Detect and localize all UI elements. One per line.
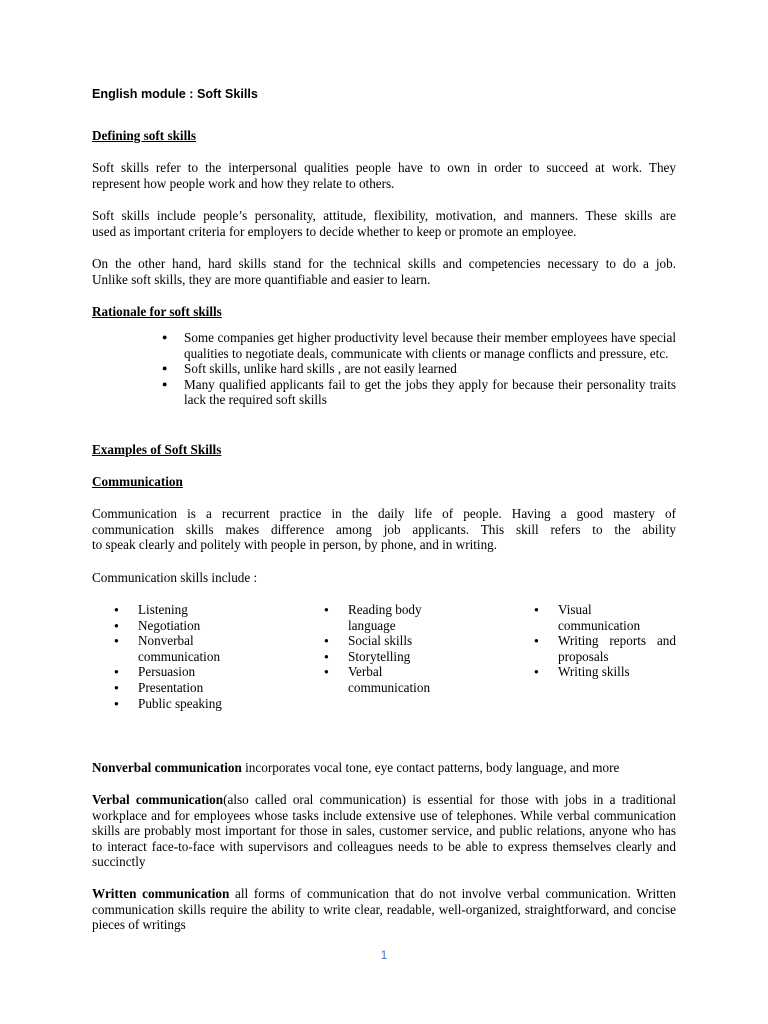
- list-item: ● Some companies get higher productivity level because their member employees have special qualities to negotiate deals, communicate with clients or manage conflicts and pressure, etc.: [92, 330, 676, 361]
- communication-include-label: Communication skills include :: [92, 570, 258, 585]
- heading-communication: Communication: [92, 474, 183, 489]
- list-item: ● Social skills: [324, 633, 444, 649]
- skills-column-1: [114, 602, 264, 711]
- paragraph-line: to speak clearly and politely with people in person, by phone, and in writing.: [92, 537, 498, 553]
- paragraph-line: Soft skills include people’s personality, attitude, flexibility, motivation, and manners. These skills are: [92, 208, 676, 223]
- heading-defining-soft-skills: Defining soft skills: [92, 128, 197, 143]
- list-item: ● Listening: [114, 602, 264, 618]
- paragraph-soft-skills-include: [92, 208, 676, 239]
- list-item: ● Presentation: [114, 680, 264, 696]
- document-title: English module : Soft Skills: [92, 87, 258, 101]
- heading-rationale: Rationale for soft skills: [92, 304, 222, 319]
- list-item: ● Persuasion: [114, 664, 264, 680]
- skills-column-3: [534, 602, 676, 680]
- paragraph-written: [92, 886, 676, 933]
- list-item: ● Writing skills: [534, 664, 676, 680]
- paragraph-line: Soft skills refer to the interpersonal qualities people have to own in order to succeed at work. They: [92, 160, 676, 175]
- list-item: ● Negotiation: [114, 618, 264, 634]
- list-item: ● Verbal communication: [324, 664, 438, 695]
- paragraph-definition: [92, 160, 676, 191]
- list-item: ● Nonverbal communication: [114, 633, 218, 664]
- term-nonverbal: Nonverbal communication: [92, 760, 242, 775]
- list-item: ● Visual communication: [534, 602, 652, 633]
- skills-column-2: [324, 602, 444, 696]
- rationale-bullet-list: [92, 330, 676, 408]
- paragraph-line: communication skills makes difference among job applicants. This skill refers to the ability: [92, 521, 676, 537]
- paragraph-line: Unlike soft skills, they are more quantifiable and easier to learn.: [92, 271, 431, 287]
- paragraph-line: represent how people work and how they relate to others.: [92, 175, 395, 191]
- page-number: 1: [380, 948, 388, 962]
- nonverbal-text: incorporates vocal tone, eye contact patterns, body language, and more: [241, 760, 620, 775]
- paragraph-verbal: [92, 792, 676, 870]
- document-page: [92, 0, 676, 1024]
- paragraph-hard-skills: [92, 256, 676, 287]
- list-item: ● Reading body language: [324, 602, 428, 633]
- list-item: ● Soft skills, unlike hard skills , are not easily learned: [92, 361, 676, 377]
- written-text: all forms of communication that do not involve verbal communication. Written communication skills require the ability to write clear, readable, well-organized, straightforward, and concise pieces of writings: [92, 886, 676, 933]
- list-item: ● Storytelling: [324, 649, 444, 665]
- paragraph-line: used as important criteria for employers to decide whether to keep or promote an employee.: [92, 223, 577, 239]
- list-item: ● Public speaking: [114, 696, 264, 712]
- list-item: ● Writing reports and proposals: [534, 633, 676, 664]
- term-written: Written communication: [92, 886, 230, 901]
- paragraph-line: Communication is a recurrent practice in the daily life of people. Having a good mastery of: [92, 506, 676, 521]
- paragraph-nonverbal: [92, 760, 676, 776]
- verbal-text: (also called oral communication) is essential for those with jobs in a traditional workplace and for employees whose tasks include extensive use of telephones. While verbal communication skills are probably most important for those in sales, customer service, and public relations, anyone who has to interact face-to-face with supervisors and colleagues needs to be able to express themselves clearly and succinctly: [92, 792, 677, 870]
- heading-examples: Examples of Soft Skills: [92, 442, 222, 457]
- term-verbal: Verbal communication: [92, 792, 224, 807]
- paragraph-line: On the other hand, hard skills stand for the technical skills and competencies necessary to do a job.: [92, 256, 676, 271]
- list-item: ● Many qualified applicants fail to get the jobs they apply for because their personality traits lack the required soft skills: [92, 377, 676, 408]
- paragraph-communication: [92, 506, 676, 553]
